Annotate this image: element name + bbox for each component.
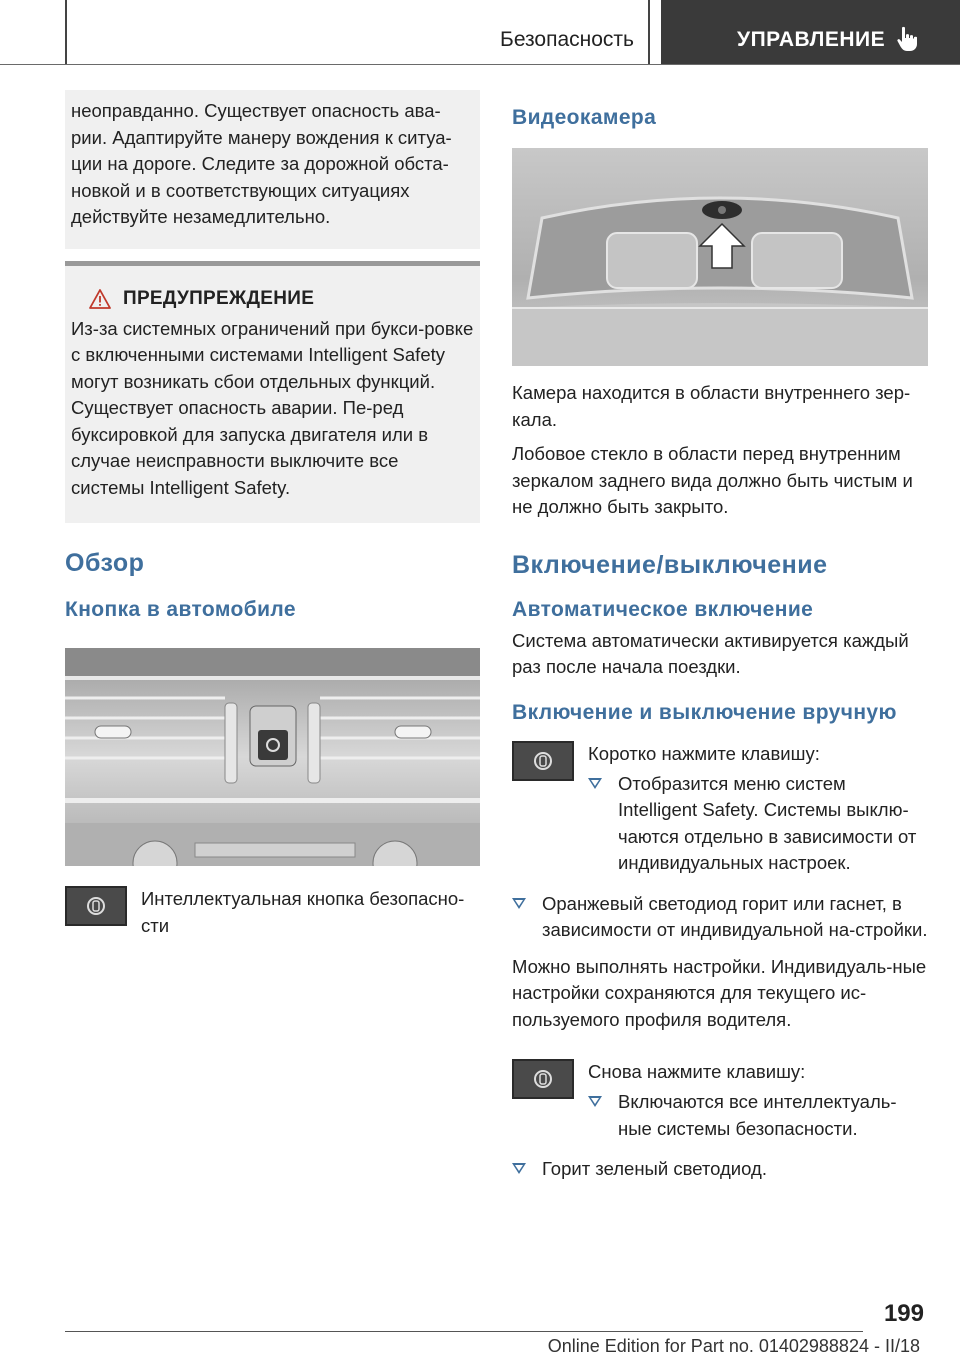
warning-title: ПРЕДУПРЕЖДЕНИЕ [123,287,315,309]
bullet-triangle-icon [512,898,526,909]
footer-edition: Online Edition for Part no. 01402988824 - II/18 [547,1336,920,1356]
header-section-tab [65,0,650,64]
safety-button-icon [512,741,574,781]
dashboard-photo [65,648,480,866]
camera-location-text: Камера находится в области внутреннего зер-кала. [512,382,911,430]
dashboard-illustration [65,648,480,866]
led-status-list [512,891,928,944]
bullet-triangle-icon [588,1096,602,1107]
windshield-illustration [512,148,928,366]
intro-text: неоправданно. Существует опасность ава-рии. Адаптируйте манеру вождения к ситуа-ции на дороге. Следите за дорожной обста-новкой и в соответствующих ситуациях действуйте незамедлительно. [71,100,452,227]
camera-heading: Видеокамера [512,106,657,129]
safety-button-icon [512,1059,574,1099]
windshield-text: Лобовое стекло в области перед внутренним зеркалом заднего вида должно быть чистым и не должно быть закрыто. [512,443,913,517]
green-led-list [512,1156,928,1183]
intro-box [65,90,480,249]
auto-heading: Автоматическое включение [512,597,814,621]
warning-header [89,288,474,310]
left-column [65,90,480,939]
bullet-triangle-icon [512,1163,526,1174]
button-caption: Интеллектуальная кнопка безопасно-сти [141,888,465,936]
camera-photo [512,148,928,366]
list-item: Отобразится меню систем Intelligent Safety. Системы выклю-чаются отдельно в зависимости от индивидуальных настроек. [588,771,928,877]
list-item: Горит зеленый светодиод. [512,1156,928,1183]
button-heading: Кнопка в автомобиле [65,598,296,621]
footer-rule [65,1331,863,1332]
list-item: Включаются все интеллектуаль-ные системы безопасности. [588,1089,928,1142]
warning-triangle-icon [89,289,111,309]
overview-heading: Обзор [65,549,145,577]
settings-text: Можно выполнять настройки. Индивидуаль-ные настройки сохраняются для текущего ис-пользуемого профиля водителя. [512,955,927,1030]
warning-text: Из-за системных ограничений при букси-ровке с включенными системами Intelligent Safety могут возникать сбои отдельных функций. Существует опасность аварии. Пе-ред буксировкой для запуска двигателя или в случае неисправности выключите все системы Intelligent Safety. [71,317,474,498]
header-section-title: Безопасность [500,28,634,51]
safety-button-icon [65,886,127,926]
onoff-heading: Включение/выключение [512,550,828,579]
press-again-results [588,1089,928,1142]
hand-pointer-icon [896,26,920,52]
header-rule [0,64,960,65]
bullet-triangle-icon [588,778,602,789]
button-caption-row [65,886,480,939]
page-number: 199 [883,1300,924,1327]
press-again-text: Снова нажмите клавишу: [588,1061,806,1082]
press-short-text: Коротко нажмите клавишу: [588,742,820,764]
warning-box [65,261,480,524]
manual-heading: Включение и выключение вручную [512,700,897,724]
header-chapter-title: УПРАВЛЕНИЕ [737,28,886,51]
press-short-results [588,771,928,877]
list-item: Оранжевый светодиод горит или гаснет, в зависимости от индивидуальной на-стройки. [512,891,928,944]
right-column [512,104,928,1193]
auto-text: Система автоматически активируется каждый раз после начала поездки. [512,629,909,677]
